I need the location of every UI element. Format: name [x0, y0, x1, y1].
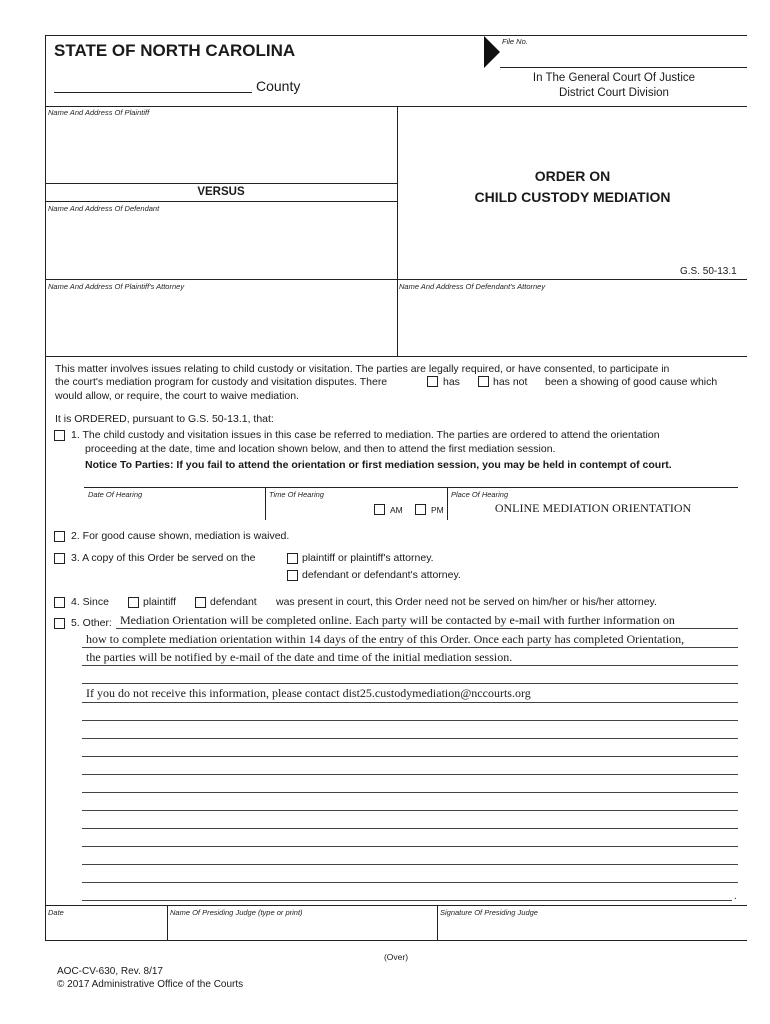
attorney-rule	[45, 279, 747, 280]
since-plaintiff-checkbox[interactable]	[128, 597, 139, 608]
item5-checkbox[interactable]	[54, 618, 65, 629]
state-title: STATE OF NORTH CAROLINA	[54, 41, 296, 60]
signature-bottom-rule	[45, 940, 747, 941]
plaintiff-attorney-field[interactable]	[46, 292, 396, 354]
other-rule-8	[82, 756, 738, 757]
parties-divider	[397, 106, 398, 356]
county-blank[interactable]	[54, 92, 252, 93]
intro-line-2b: been a showing of good cause which	[545, 376, 718, 388]
other-rule-14	[82, 864, 738, 865]
other-rule-3	[82, 665, 738, 666]
am-label: AM	[390, 505, 403, 515]
signature-top-rule	[45, 905, 747, 906]
judge-name-label: Name Of Presiding Judge (type or print)	[170, 908, 303, 917]
other-rule-11	[82, 810, 738, 811]
other-rule-7	[82, 738, 738, 739]
top-rule	[45, 35, 747, 36]
court-line-1: In The General Court Of Justice	[532, 72, 696, 84]
other-rule-2	[82, 647, 738, 648]
copyright: © 2017 Administrative Office of the Courts	[57, 979, 244, 990]
am-checkbox[interactable]	[374, 504, 385, 515]
other-rule-4	[82, 683, 738, 684]
other-rule-end-dot: .	[734, 891, 737, 902]
parties-top-rule	[45, 106, 747, 107]
other-line-2[interactable]: how to complete mediation orientation within 14 days of the entry of this Order. Once each party has completed Orientation,	[86, 632, 685, 646]
hearing-date-field[interactable]	[86, 500, 264, 519]
other-rule-6	[82, 720, 738, 721]
has-label: has	[443, 376, 460, 388]
pm-checkbox[interactable]	[415, 504, 426, 515]
serve-defendant-label: defendant or defendant's attorney.	[302, 569, 461, 581]
other-rule-15	[82, 882, 738, 883]
since-plaintiff-label: plaintiff	[143, 596, 177, 608]
other-rule-1	[116, 628, 738, 629]
item4-checkbox[interactable]	[54, 597, 65, 608]
serve-plaintiff-label: plaintiff or plaintiff's attorney.	[302, 552, 434, 564]
other-rule-16	[82, 900, 732, 901]
judge-name-field[interactable]	[168, 918, 436, 940]
hearing-divider-1	[265, 487, 266, 520]
other-rule-13	[82, 846, 738, 847]
versus-rule-top	[45, 183, 397, 184]
defendant-attorney-field[interactable]	[399, 292, 746, 354]
file-no-arrow-icon	[484, 36, 500, 68]
order-title-line-1: ORDER ON	[534, 168, 611, 184]
other-rule-9	[82, 774, 738, 775]
item1-checkbox[interactable]	[54, 430, 65, 441]
item3-text: 3. A copy of this Order be served on the	[71, 552, 256, 564]
versus-rule-bottom	[45, 201, 397, 202]
item1-line-2: proceeding at the date, time and location shown below, and then to attend the first mediation session.	[85, 443, 556, 455]
has-checkbox[interactable]	[427, 376, 438, 387]
other-rule-5	[82, 702, 738, 703]
judge-signature-label: Signature Of Presiding Judge	[440, 908, 538, 917]
signature-date-field[interactable]	[46, 918, 166, 940]
intro-line-1: This matter involves issues relating to child custody or visitation. The parties are legally required, or have consented, to participate in	[55, 363, 670, 375]
plaintiff-label: Name And Address Of Plaintiff	[48, 108, 150, 117]
ordered-statement: It is ORDERED, pursuant to G.S. 50-13.1, that:	[55, 413, 274, 425]
hearing-place-value[interactable]: ONLINE MEDIATION ORIENTATION	[494, 501, 692, 515]
has-not-checkbox[interactable]	[478, 376, 489, 387]
parties-bottom-rule	[45, 356, 747, 357]
item1-line-1: 1. The child custody and visitation issues in this case be referred to mediation. The parties are ordered to attend the orientation	[71, 429, 660, 441]
other-line-1[interactable]: Mediation Orientation will be completed online. Each party will be contacted by e-mail with further information on	[120, 613, 675, 627]
over-label: (Over)	[383, 952, 409, 962]
order-title-line-2: CHILD CUSTODY MEDIATION	[474, 189, 671, 205]
serve-defendant-checkbox[interactable]	[287, 570, 298, 581]
court-line-2: District Court Division	[559, 87, 669, 99]
item5-label: 5. Other:	[71, 617, 112, 629]
intro-line-3: would allow, or require, the court to waive mediation.	[55, 390, 299, 402]
left-border	[45, 35, 46, 941]
item2-checkbox[interactable]	[54, 531, 65, 542]
intro-line-2a: the court's mediation program for custody and visitation disputes. There	[55, 376, 388, 388]
other-line-3[interactable]: the parties will be notified by e-mail of the date and time of the initial mediation session.	[86, 650, 513, 664]
other-rule-10	[82, 792, 738, 793]
item4-since: 4. Since	[71, 596, 109, 608]
file-no-label: File No.	[502, 37, 528, 46]
judge-signature-field[interactable]	[438, 918, 746, 940]
has-not-label: has not	[493, 376, 528, 388]
county-label: County	[256, 78, 301, 94]
form-number: AOC-CV-630, Rev. 8/17	[57, 966, 163, 977]
item1-notice: Notice To Parties: If you fail to attend the orientation or first mediation session, you may be held in contempt of court.	[85, 459, 672, 471]
serve-plaintiff-checkbox[interactable]	[287, 553, 298, 564]
since-defendant-checkbox[interactable]	[195, 597, 206, 608]
hearing-time-label: Time Of Hearing	[269, 490, 324, 499]
pm-label: PM	[431, 505, 444, 515]
signature-date-label: Date	[48, 908, 64, 917]
defendant-attorney-label: Name And Address Of Defendant's Attorney	[399, 282, 546, 291]
other-rule-12	[82, 828, 738, 829]
plaintiff-attorney-label: Name And Address Of Plaintiff's Attorney	[48, 282, 185, 291]
hearing-date-label: Date Of Hearing	[88, 490, 143, 499]
versus-label: VERSUS	[197, 186, 245, 198]
file-no-field[interactable]	[500, 67, 747, 68]
plaintiff-field[interactable]	[46, 118, 396, 182]
defendant-label: Name And Address Of Defendant	[48, 204, 160, 213]
other-line-4[interactable]: If you do not receive this information, please contact dist25.custodymediation@nccourts.org	[86, 686, 531, 700]
item3-checkbox[interactable]	[54, 553, 65, 564]
statute-reference: G.S. 50-13.1	[680, 266, 737, 277]
hearing-place-label: Place Of Hearing	[451, 490, 509, 499]
item2-text: 2. For good cause shown, mediation is waived.	[71, 530, 290, 542]
since-defendant-label: defendant	[210, 596, 257, 608]
hearing-box-top	[84, 487, 738, 488]
item4-rest: was present in court, this Order need not be served on him/her or his/her attorney.	[276, 596, 657, 608]
defendant-field[interactable]	[46, 214, 396, 276]
